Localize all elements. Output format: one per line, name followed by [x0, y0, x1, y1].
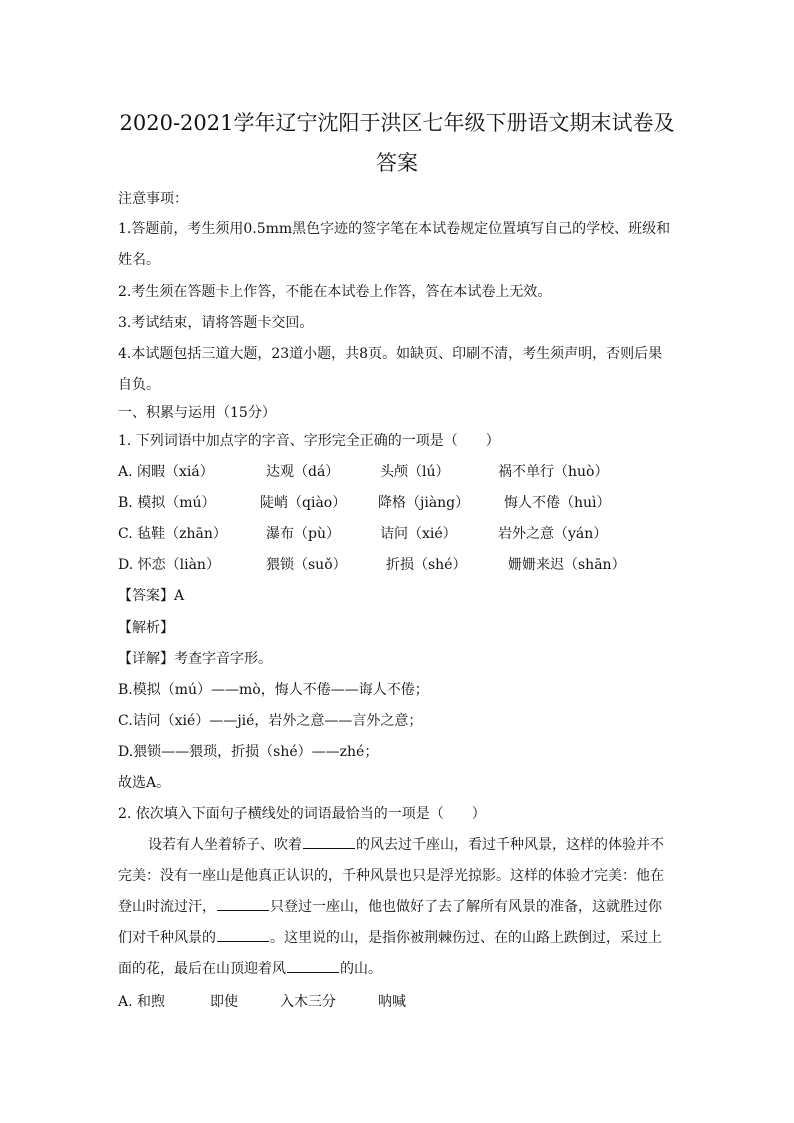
- q2-passage-line-3: [118, 896, 662, 916]
- q2-option-a-item-1: A. 和煦: [118, 994, 166, 1010]
- q2-p1-b: 的风去过千座山，看过千种风景，这样的体验并不: [356, 837, 664, 853]
- q2-option-a-item-3: 入木三分: [280, 994, 336, 1010]
- q2-p3-a: 登山时流过汗，: [118, 899, 216, 915]
- option-a-item-3: 头颅（lú）: [380, 464, 450, 480]
- q2-passage-line-4: [118, 927, 662, 947]
- question-2-stem: 2. 依次填入下面句子横线处的词语最恰当的一项是（ ）: [118, 806, 486, 822]
- note-4-line-1: 4.本试题包括三道大题，23道小题，共8页。如缺页、印刷不清，考生须声明，否则后果: [118, 346, 663, 362]
- option-d-item-4: 姗姗来迟（shān）: [508, 557, 626, 573]
- q2-option-a-item-2: 即使: [210, 994, 238, 1010]
- fill-blank-2: [217, 896, 269, 911]
- option-c-item-1: C. 毡鞋（zhān）: [118, 526, 227, 542]
- q1-choose: 故选A。: [118, 775, 171, 791]
- option-b-item-2: 陡峭（qiào）: [260, 495, 347, 511]
- q1-explain-d: D.猥锁——猥琐，折损（shé）——zhé；: [118, 744, 379, 760]
- q2-option-a-item-4: 呐喊: [378, 994, 406, 1010]
- fill-blank-3: [217, 927, 269, 942]
- q1-answer: 【答案】A: [118, 588, 185, 604]
- question-1-stem: 1. 下列词语中加点字的字音、字形完全正确的一项是（ ）: [118, 433, 500, 449]
- option-b-item-1: B. 模拟（mú）: [118, 495, 216, 511]
- q2-passage-line-5: [118, 958, 382, 978]
- q2-p4-a: 们对千种风景的: [118, 930, 216, 946]
- note-1-line-1: 1.答题前，考生须用0.5mm黑色字迹的签字笔在本试卷规定位置填写自己的学校、班级和: [118, 221, 671, 237]
- note-1-line-2: 姓名。: [118, 252, 160, 268]
- option-a-item-4: 祸不单行（huò）: [498, 464, 609, 480]
- option-d-item-2: 猥锁（suǒ）: [266, 557, 347, 573]
- option-c-item-2: 瀑布（pù）: [266, 526, 340, 542]
- note-2: 2.考生须在答题卡上作答，不能在本试卷上作答，答在本试卷上无效。: [118, 284, 552, 300]
- q2-p5-a: 面的花，最后在山顶迎着风: [118, 961, 286, 977]
- note-3: 3.考试结束，请将答题卡交回。: [118, 315, 314, 331]
- option-b-item-4: 悔人不倦（huì）: [504, 495, 611, 511]
- q2-p5-b: 的山。: [340, 961, 382, 977]
- q1-detail: 【详解】考查字音字形。: [118, 651, 272, 667]
- notes-heading: 注意事项：: [118, 191, 188, 207]
- fill-blank-4: [287, 958, 339, 973]
- q2-passage-line-2: 完美：没有一座山是他真正认识的，千种风景也只是浮光掠影。这样的体验才完美：他在: [118, 868, 664, 884]
- option-c-item-3: 诘问（xié）: [380, 526, 457, 542]
- option-d-item-1: D. 怀恋（liàn）: [118, 557, 220, 573]
- option-d-item-3: 折损（shé）: [386, 557, 467, 573]
- q2-p3-b: 只登过一座山，他也做好了去了解所有风景的准备，这就胜过你: [270, 899, 662, 915]
- q2-p1-a: 设若有人坐着轿子、吹着: [148, 837, 302, 853]
- option-a-item-1: A. 闲暇（xiá）: [118, 464, 214, 480]
- fill-blank-1: [303, 834, 355, 849]
- option-a-item-2: 达观（dá）: [266, 464, 340, 480]
- note-4-line-2: 自负。: [118, 377, 160, 393]
- q2-passage-line-1: [148, 834, 664, 854]
- q1-explain-b: B.模拟（mú）——mò，悔人不倦——诲人不倦；: [118, 682, 429, 698]
- option-b-item-3: 降格（jiàng）: [378, 495, 470, 511]
- q1-explain-c: C.诘问（xié）——jié，岩外之意——言外之意；: [118, 713, 423, 729]
- q1-analysis-label: 【解析】: [118, 620, 174, 636]
- q2-p4-b: 。这里说的山，是指你被荆棘伤过、在的山路上跌倒过，采过上: [270, 930, 662, 946]
- option-c-item-4: 岩外之意（yán）: [498, 526, 608, 542]
- section-1-heading: 一、积累与运用（15分）: [118, 405, 276, 421]
- document-title: 2020-2021学年辽宁沈阳于洪区七年级下册语文期末试卷及答案: [119, 111, 675, 175]
